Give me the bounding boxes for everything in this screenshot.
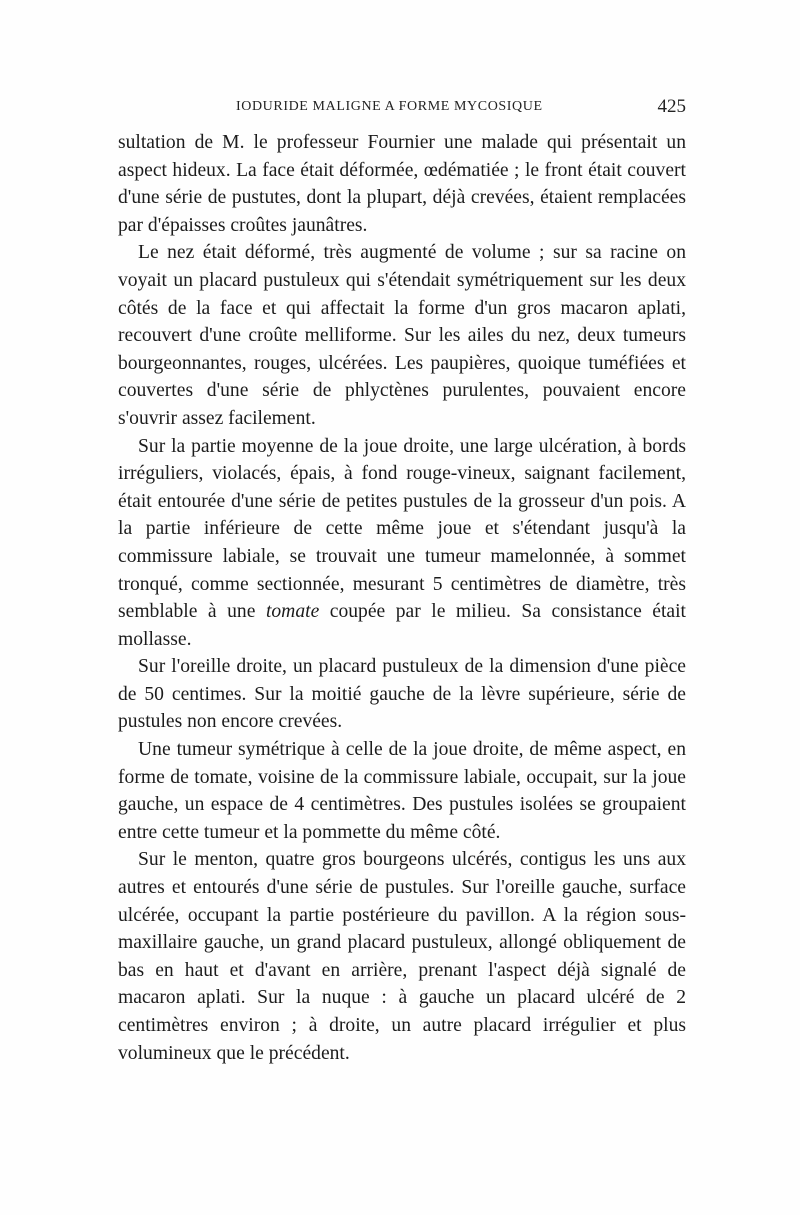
paragraph-1: sultation de M. le professeur Fournier une malade qui présentait un aspect hideux. La face était déformée, œdématiée ; le front était couvert d'une série de pustutes, dont la plupart, déjà crevées, étaient remplacées par d'épaisses croûtes jaunâtres.	[118, 132, 686, 236]
paragraph-3	[118, 433, 686, 654]
paragraph-3-part-2: coupée par le milieu. Sa consistance était mollasse.	[118, 601, 687, 650]
running-head	[118, 96, 686, 120]
paragraph-4: Sur l'oreille droite, un placard pustuleux de la dimension d'une pièce de 50 centimes. Sur la moitié gauche de la lèvre supérieure, série de pustules non encore crevées.	[118, 656, 686, 733]
paragraph-2: Le nez était déformé, très augmenté de volume ; sur sa racine on voyait un placard pustuleux qui s'étendait symétriquement sur les deux côtés de la face et qui affectait la forme d'un gros macaron aplati, recouvert d'une croûte melliforme. Sur les ailes du nez, deux tumeurs bourgeonnantes, rouges, ulcérées. Les paupières, quoique tuméfiées et couvertes d'une série de phlyctènes purulentes, pouvaient encore s'ouvrir assez facilement.	[118, 242, 686, 429]
body-text	[118, 129, 686, 1067]
paragraph-6: Sur le menton, quatre gros bourgeons ulcérés, contigus les uns aux autres et entourés d'une série de pustules. Sur l'oreille gauche, surface ulcérée, occupant la partie postérieure du pavillon. A la région sous-maxillaire gauche, un grand placard pustuleux, allongé obliquement de bas en haut et d'avant en arrière, prenant l'aspect déjà signalé de macaron aplati. Sur la nuque : à gauche un placard ulcéré de 2 centimètres environ ; à droite, un autre placard irrégulier et plus volumineux que le précédent.	[118, 849, 686, 1064]
page-number: 425	[657, 96, 686, 117]
paragraph-3-part-1: Sur la partie moyenne de la joue droite, une large ulcération, à bords irréguliers, violacés, épais, à fond rouge-vineux, saignant facilement, était entourée d'une série de petites pustules de la grosseur d'un pois. A la partie inférieure de cette même joue et s'étendant jusqu'à la commissure labiale, se trouvait une tumeur mamelonnée, à sommet tronqué, comme sectionnée, mesurant 5 centimètres de diamètre, très semblable à une	[118, 435, 686, 623]
paragraph-5: Une tumeur symétrique à celle de la joue droite, de même aspect, en forme de tomate, voisine de la commissure labiale, occupait, sur la joue gauche, un espace de 4 centimètres. Des pustules isolées se groupaient entre cette tumeur et la pommette du même côté.	[118, 739, 686, 843]
italic-word-tomate: tomate	[265, 601, 320, 623]
running-title: IODURIDE MALIGNE A FORME MYCOSIQUE	[236, 99, 543, 114]
